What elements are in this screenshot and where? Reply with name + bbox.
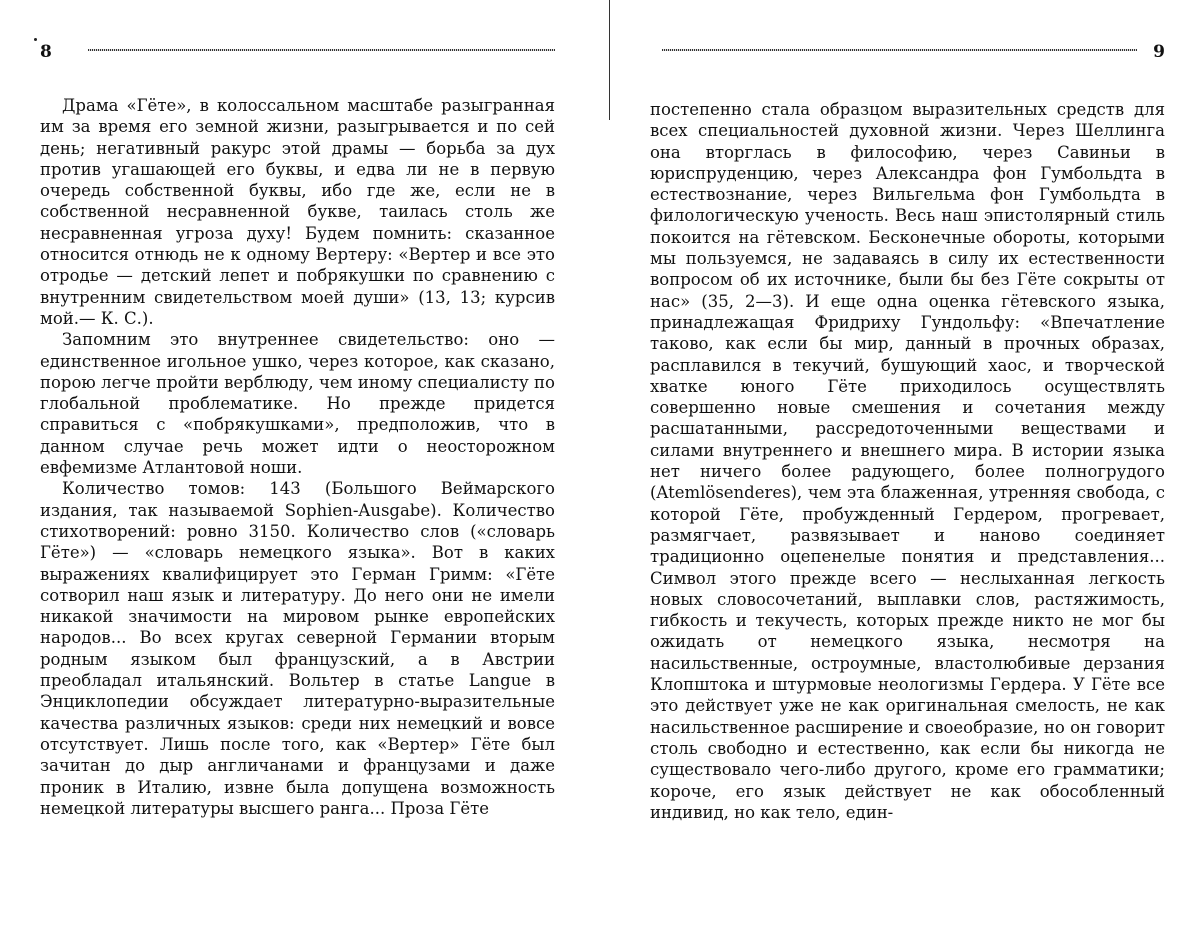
page-number: 8 <box>40 42 52 62</box>
right-page-header <box>650 42 1165 62</box>
header-rule <box>662 49 1137 51</box>
right-page <box>650 0 1165 823</box>
paragraph: постепенно стала образцом выразительных средств для всех специальностей духовной жизни. Через Шеллинга она вторглась в философию, через Савиньи в юриспруденцию, через Александра фон Гумбольдта в естествознание, через Вильгельма фон Гумбольдта в филологическую ученость. Весь наш эпистолярный стиль покоится на гётевском. Бесконечные обороты, которыми мы пользуемся, не задаваясь в силу их естественности вопросом об их источнике, были бы без Гёте сокрыты от нас» (35, 2—3). И еще одна оценка гётевского языка, принадлежащая Фридриху Гундольфу: «Впечатление таково, как если бы мир, данный в прочных образах, расплавился в текучий, бушующий хаос, и творческой хватке юного Гёте приходилось осуществлять совершенно новые смешения и сочетания между расшатанными, рассредоточенными веществами и силами внутреннего и внешнего мира. В истории языка нет ничего более радующего, более полногрудого (Atemlösenderes), чем эта блаженная, утренняя свобода, с которой Гёте, пробужденный Гердером, прогревает, размягчает, развязывает и наново соединяет традиционно оцепенелые понятия и представления... Символ этого прежде всего — неслыханная легкость новых словосочетаний, выплавки слов, растяжимость, гибкость и текучесть, которых прежде никто не мог бы ожидать от немецкого языка, несмотря на насильственные, остроумные, властолюбивые дерзания Клопштока и штурмовые неологизмы Гердера. У Гёте все это действует уже не как оригинальная смелость, не как насильственное расширение и своеобразие, но он говорит столь свободно и естественно, как если бы никогда не существовало чего-либо другого, кроме его грамматики; короче, его язык действует не как обособленный индивид, но как тело, един- <box>650 99 1165 823</box>
paragraph: Количество томов: 143 (Большого Веймарского издания, так называемой Sophien-Ausgabe). Количество стихотворений: ровно 3150. Количество слов («словарь Гёте») — «словарь немецкого языка». Вот в каких выражениях квалифицирует это Герман Гримм: «Гёте сотворил наш язык и литературу. До него они не имели никакой значимости на мировом рынке европейских народов... Во всех кругах северной Германии вторым родным языком был французский, а в Австрии преобладал итальянский. Вольтер в статье Langue в Энциклопедии обсуждает литературно-выразительные качества различных языков: среди них немецкий и вовсе отсутствует. Лишь после того, как «Вертер» Гёте был зачитан до дыр англичанами и французами и даже проник в Италию, извне была допущена возможность немецкой литературы высшего ранга... Проза Гёте <box>40 478 555 819</box>
page-number: 9 <box>1153 42 1165 62</box>
book-spread <box>0 0 1200 944</box>
header-rule <box>88 49 555 51</box>
gutter-line <box>609 0 610 120</box>
print-speck <box>34 38 37 41</box>
left-page-body <box>40 95 555 819</box>
left-page-header <box>40 42 555 62</box>
paragraph: Запомним это внутреннее свидетельство: оно — единственное игольное ушко, через которое, как сказано, порою легче пройти верблюду, чем иному специалисту по глобальной проблематике. Но прежде придется справиться с «побрякушками», предположив, что в данном случае речь может идти о неосторожном евфемизме Атлантовой ноши. <box>40 329 555 478</box>
left-page <box>40 0 555 819</box>
right-page-body <box>650 99 1165 823</box>
paragraph: Драма «Гёте», в колоссальном масштабе разыгранная им за время его земной жизни, разыгрывается и по сей день; негативный ракурс этой драмы — борьба за дух против угашающей его буквы, и едва ли не в первую очередь собственной буквы, ибо где же, если не в собственной несравненной букве, таилась столь же несравненная угроза духу! Будем помнить: сказанное относится отнюдь не к одному Вертеру: «Вертер и все это отродье — детский лепет и побрякушки по сравнению с внутренним свидетельством моей души» (13, 13; курсив мой.— К. С.). <box>40 95 555 329</box>
